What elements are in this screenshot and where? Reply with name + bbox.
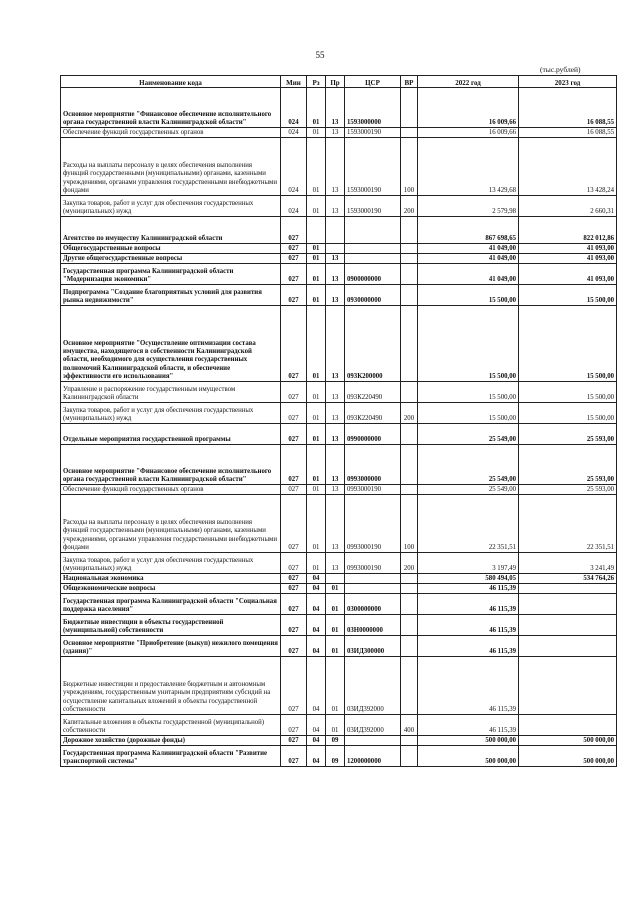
cell-min: 027 — [281, 485, 307, 495]
cell-pr: 01 — [326, 584, 345, 594]
cell-name: Основное мероприятие "Финансовое обеспечение исполнительного органа государственной власти Калининградской области" — [61, 445, 281, 485]
cell-csr: 0993000190 — [345, 553, 401, 574]
cell-pr — [326, 574, 345, 584]
cell-2023 — [519, 657, 617, 715]
cell-rz: 04 — [307, 746, 326, 767]
cell-pr: 01 — [326, 715, 345, 736]
cell-2022: 15 500,00 — [418, 306, 519, 382]
cell-rz: 01 — [307, 485, 326, 495]
cell-pr: 13 — [326, 485, 345, 495]
cell-name: Другие общегосударственные вопросы — [61, 254, 281, 264]
cell-2022: 2 579,98 — [418, 196, 519, 217]
cell-pr: 13 — [326, 254, 345, 264]
cell-2022: 46 115,39 — [418, 594, 519, 615]
table-row — [61, 495, 617, 553]
cell-rz: 01 — [307, 553, 326, 574]
cell-name: Бюджетные инвестиции и предоставление бюджетным и автономным учреждениям, государственным унитарным предприятиям субсидий на осуществление капитальных вложений в объекты государственной собственности — [61, 657, 281, 715]
cell-2023: 15 500,00 — [519, 285, 617, 306]
cell-2023: 534 764,26 — [519, 574, 617, 584]
cell-csr: 0993000190 — [345, 495, 401, 553]
cell-min: 027 — [281, 403, 307, 424]
table-row — [61, 445, 617, 485]
cell-rz: 01 — [307, 424, 326, 445]
cell-vr — [401, 88, 418, 128]
table-row — [61, 636, 617, 657]
cell-pr — [326, 244, 345, 254]
cell-name: Основное мероприятие "Осуществление оптимизации состава имущества, находящегося в собственности Калининградской области, необходимого для осуществления государственных полномочий Калининградской области, и обеспечение эффективности его использования" — [61, 306, 281, 382]
table-row — [61, 88, 617, 128]
cell-name: Общеэкономические вопросы — [61, 584, 281, 594]
column-header-2022: 2022 год — [418, 76, 519, 88]
cell-min: 027 — [281, 285, 307, 306]
cell-2023: 41 093,00 — [519, 264, 617, 285]
cell-rz: 01 — [307, 306, 326, 382]
table-row — [61, 403, 617, 424]
cell-min: 027 — [281, 615, 307, 636]
cell-vr: 100 — [401, 138, 418, 196]
column-header-2023: 2023 год — [519, 76, 617, 88]
cell-2023 — [519, 715, 617, 736]
cell-pr: 13 — [326, 138, 345, 196]
cell-csr: 0990000000 — [345, 424, 401, 445]
budget-table — [60, 75, 617, 767]
cell-name: Расходы на выплаты персоналу в целях обеспечения выполнения функций государственными (муниципальными) органами, казенными учреждениями, органами управления государственными внебюджетными фондами — [61, 495, 281, 553]
cell-csr — [345, 736, 401, 746]
cell-vr — [401, 485, 418, 495]
cell-min: 027 — [281, 254, 307, 264]
cell-2022: 41 049,00 — [418, 264, 519, 285]
cell-csr: 1200000000 — [345, 746, 401, 767]
cell-pr — [326, 217, 345, 244]
cell-2022: 46 115,39 — [418, 615, 519, 636]
cell-min: 027 — [281, 594, 307, 615]
cell-rz: 01 — [307, 138, 326, 196]
cell-name: Подпрограмма "Создание благоприятных условий для развития рынка недвижимости" — [61, 285, 281, 306]
cell-2022: 41 049,00 — [418, 254, 519, 264]
cell-vr — [401, 445, 418, 485]
cell-rz — [307, 217, 326, 244]
cell-min: 027 — [281, 715, 307, 736]
cell-csr — [345, 574, 401, 584]
cell-name: Закупка товаров, работ и услуг для обеспечения государственных (муниципальных) нужд — [61, 553, 281, 574]
cell-2023 — [519, 636, 617, 657]
cell-rz: 01 — [307, 254, 326, 264]
cell-vr — [401, 657, 418, 715]
cell-2022: 25 549,00 — [418, 445, 519, 485]
cell-vr — [401, 736, 418, 746]
table-row — [61, 657, 617, 715]
cell-rz: 04 — [307, 736, 326, 746]
cell-pr: 01 — [326, 657, 345, 715]
cell-2022: 580 494,05 — [418, 574, 519, 584]
cell-vr: 100 — [401, 495, 418, 553]
cell-csr: 1593000000 — [345, 88, 401, 128]
cell-vr — [401, 254, 418, 264]
cell-2023: 500 000,00 — [519, 736, 617, 746]
table-row — [61, 285, 617, 306]
cell-csr: 03ИД392000 — [345, 715, 401, 736]
cell-vr — [401, 264, 418, 285]
cell-name: Государственная программа Калининградской области "Развитие транспортной системы" — [61, 746, 281, 767]
cell-min: 027 — [281, 244, 307, 254]
cell-2023: 15 500,00 — [519, 382, 617, 403]
cell-rz: 01 — [307, 264, 326, 285]
cell-vr — [401, 615, 418, 636]
cell-vr: 200 — [401, 403, 418, 424]
cell-vr — [401, 746, 418, 767]
column-header-rz: Рз — [307, 76, 326, 88]
cell-2023: 41 093,00 — [519, 244, 617, 254]
table-row — [61, 254, 617, 264]
cell-2022: 16 009,66 — [418, 128, 519, 138]
cell-2023: 13 428,24 — [519, 138, 617, 196]
cell-name: Обеспечение функций государственных органов — [61, 128, 281, 138]
cell-pr: 13 — [326, 88, 345, 128]
cell-csr: 1593000190 — [345, 138, 401, 196]
cell-min: 027 — [281, 495, 307, 553]
cell-2022: 46 115,39 — [418, 584, 519, 594]
cell-min: 027 — [281, 636, 307, 657]
cell-vr — [401, 285, 418, 306]
units-label: (тыс.рублей) — [540, 65, 581, 74]
cell-name: Основное мероприятие "Финансовое обеспечение исполнительного органа государственной власти Калининградской области" — [61, 88, 281, 128]
cell-2022: 46 115,39 — [418, 715, 519, 736]
cell-pr: 13 — [326, 424, 345, 445]
table-row — [61, 424, 617, 445]
cell-pr: 13 — [326, 306, 345, 382]
cell-2022: 46 115,39 — [418, 636, 519, 657]
cell-csr — [345, 244, 401, 254]
cell-name: Агентство по имуществу Калининградской области — [61, 217, 281, 244]
cell-name: Капитальные вложения в объекты государственной (муниципальной) собственности — [61, 715, 281, 736]
cell-pr: 09 — [326, 746, 345, 767]
column-header-min: Мин — [281, 76, 307, 88]
cell-2022: 16 009,66 — [418, 88, 519, 128]
cell-rz: 04 — [307, 636, 326, 657]
table-row — [61, 485, 617, 495]
cell-pr: 13 — [326, 264, 345, 285]
cell-2022: 500 000,00 — [418, 746, 519, 767]
cell-2023: 16 088,55 — [519, 88, 617, 128]
cell-csr: 0900000000 — [345, 264, 401, 285]
cell-csr — [345, 217, 401, 244]
table-row — [61, 138, 617, 196]
cell-rz: 01 — [307, 382, 326, 403]
column-header-name: Наименование кода — [61, 76, 281, 88]
cell-min: 027 — [281, 553, 307, 574]
cell-min: 024 — [281, 196, 307, 217]
cell-vr — [401, 584, 418, 594]
cell-vr — [401, 128, 418, 138]
table-row — [61, 584, 617, 594]
cell-2022: 867 698,65 — [418, 217, 519, 244]
cell-csr: 03ИД392000 — [345, 657, 401, 715]
cell-2023: 16 088,55 — [519, 128, 617, 138]
cell-vr: 200 — [401, 553, 418, 574]
cell-2022: 46 115,39 — [418, 657, 519, 715]
cell-pr: 09 — [326, 736, 345, 746]
cell-rz: 01 — [307, 88, 326, 128]
table-row — [61, 746, 617, 767]
cell-2022: 25 549,00 — [418, 485, 519, 495]
table-row — [61, 574, 617, 584]
cell-csr: 1593000190 — [345, 196, 401, 217]
cell-rz: 01 — [307, 244, 326, 254]
cell-2022: 22 351,51 — [418, 495, 519, 553]
cell-csr: 093К220490 — [345, 403, 401, 424]
cell-min: 027 — [281, 382, 307, 403]
cell-name: Общегосударственные вопросы — [61, 244, 281, 254]
table-row — [61, 553, 617, 574]
cell-vr — [401, 306, 418, 382]
cell-pr: 01 — [326, 636, 345, 657]
cell-pr: 13 — [326, 382, 345, 403]
cell-pr: 13 — [326, 445, 345, 485]
table-row — [61, 196, 617, 217]
cell-rz: 04 — [307, 715, 326, 736]
cell-2023: 22 351,51 — [519, 495, 617, 553]
cell-min: 024 — [281, 138, 307, 196]
cell-csr: 03ИД300000 — [345, 636, 401, 657]
table-row — [61, 594, 617, 615]
cell-name: Основное мероприятие "Приобретение (выкуп) нежилого помещения (здания)" — [61, 636, 281, 657]
cell-vr — [401, 217, 418, 244]
cell-pr: 13 — [326, 495, 345, 553]
cell-vr: 200 — [401, 196, 418, 217]
cell-name: Закупка товаров, работ и услуг для обеспечения государственных (муниципальных) нужд — [61, 196, 281, 217]
cell-min: 027 — [281, 736, 307, 746]
cell-min: 024 — [281, 88, 307, 128]
table-row — [61, 382, 617, 403]
cell-min: 027 — [281, 217, 307, 244]
cell-csr: 1593000190 — [345, 128, 401, 138]
cell-rz: 04 — [307, 657, 326, 715]
cell-2022: 3 197,49 — [418, 553, 519, 574]
cell-rz: 01 — [307, 285, 326, 306]
cell-2022: 13 429,68 — [418, 138, 519, 196]
cell-vr — [401, 382, 418, 403]
cell-min: 027 — [281, 584, 307, 594]
cell-2022: 15 500,00 — [418, 382, 519, 403]
table-row — [61, 736, 617, 746]
cell-name: Отдельные мероприятия государственной программы — [61, 424, 281, 445]
cell-min: 027 — [281, 445, 307, 485]
cell-rz: 01 — [307, 128, 326, 138]
cell-2022: 41 049,00 — [418, 244, 519, 254]
cell-vr — [401, 244, 418, 254]
table-row — [61, 128, 617, 138]
cell-csr: 0993000190 — [345, 485, 401, 495]
table-body — [61, 88, 617, 767]
cell-2022: 500 000,00 — [418, 736, 519, 746]
table-row — [61, 715, 617, 736]
cell-csr — [345, 254, 401, 264]
table-row — [61, 306, 617, 382]
cell-2023 — [519, 615, 617, 636]
table-row — [61, 244, 617, 254]
cell-2022: 25 549,00 — [418, 424, 519, 445]
cell-csr: 0930000000 — [345, 285, 401, 306]
cell-rz: 01 — [307, 445, 326, 485]
cell-min: 027 — [281, 306, 307, 382]
table-header-row — [61, 76, 617, 88]
cell-name: Бюджетные инвестиции в объекты государственной (муниципальной) собственности — [61, 615, 281, 636]
cell-2023: 2 660,31 — [519, 196, 617, 217]
table-row — [61, 217, 617, 244]
cell-rz: 04 — [307, 574, 326, 584]
page-number: 55 — [315, 50, 325, 60]
cell-csr: 03Н0000000 — [345, 615, 401, 636]
cell-rz: 01 — [307, 403, 326, 424]
cell-name: Закупка товаров, работ и услуг для обеспечения государственных (муниципальных) нужд — [61, 403, 281, 424]
cell-min: 024 — [281, 128, 307, 138]
table-row — [61, 615, 617, 636]
cell-2023: 822 012,86 — [519, 217, 617, 244]
cell-vr — [401, 594, 418, 615]
cell-pr: 01 — [326, 615, 345, 636]
cell-min: 027 — [281, 657, 307, 715]
cell-name: Государственная программа Калининградской области "Модернизация экономики" — [61, 264, 281, 285]
cell-name: Обеспечение функций государственных органов — [61, 485, 281, 495]
cell-2023 — [519, 584, 617, 594]
cell-name: Расходы на выплаты персоналу в целях обеспечения выполнения функций государственными (муниципальными) органами, казенными учреждениями, органами управления государственными внебюджетными фондами — [61, 138, 281, 196]
cell-vr — [401, 636, 418, 657]
cell-2023: 15 500,00 — [519, 403, 617, 424]
cell-min: 027 — [281, 574, 307, 584]
cell-vr — [401, 424, 418, 445]
cell-vr: 400 — [401, 715, 418, 736]
cell-2022: 15 500,00 — [418, 285, 519, 306]
cell-2023: 25 593,00 — [519, 485, 617, 495]
column-header-csr: ЦСР — [345, 76, 401, 88]
cell-pr: 13 — [326, 196, 345, 217]
table-row — [61, 264, 617, 285]
cell-2023: 41 093,00 — [519, 254, 617, 264]
cell-2023 — [519, 594, 617, 615]
cell-2023: 3 241,49 — [519, 553, 617, 574]
cell-2023: 500 000,00 — [519, 746, 617, 767]
cell-rz: 04 — [307, 615, 326, 636]
cell-min: 027 — [281, 264, 307, 285]
cell-min: 027 — [281, 746, 307, 767]
cell-name: Дорожное хозяйство (дорожные фонды) — [61, 736, 281, 746]
cell-2022: 15 500,00 — [418, 403, 519, 424]
cell-rz: 01 — [307, 495, 326, 553]
cell-pr: 13 — [326, 403, 345, 424]
cell-name: Управление и распоряжение государственным имуществом Калининградской области — [61, 382, 281, 403]
cell-pr: 13 — [326, 553, 345, 574]
cell-rz: 04 — [307, 584, 326, 594]
cell-csr: 093К220490 — [345, 382, 401, 403]
cell-csr: 0993000000 — [345, 445, 401, 485]
cell-rz: 01 — [307, 196, 326, 217]
cell-name: Национальная экономика — [61, 574, 281, 584]
cell-2023: 25 593,00 — [519, 424, 617, 445]
cell-name: Государственная программа Калининградской области "Социальная поддержка населения" — [61, 594, 281, 615]
cell-pr: 13 — [326, 128, 345, 138]
cell-vr — [401, 574, 418, 584]
cell-2023: 25 593,00 — [519, 445, 617, 485]
column-header-vr: ВР — [401, 76, 418, 88]
cell-pr: 01 — [326, 594, 345, 615]
cell-csr: 093К200000 — [345, 306, 401, 382]
cell-csr: 0300000000 — [345, 594, 401, 615]
cell-rz: 04 — [307, 594, 326, 615]
column-header-pr: Пр — [326, 76, 345, 88]
cell-2023: 15 500,00 — [519, 306, 617, 382]
cell-csr — [345, 584, 401, 594]
cell-pr: 13 — [326, 285, 345, 306]
cell-min: 027 — [281, 424, 307, 445]
